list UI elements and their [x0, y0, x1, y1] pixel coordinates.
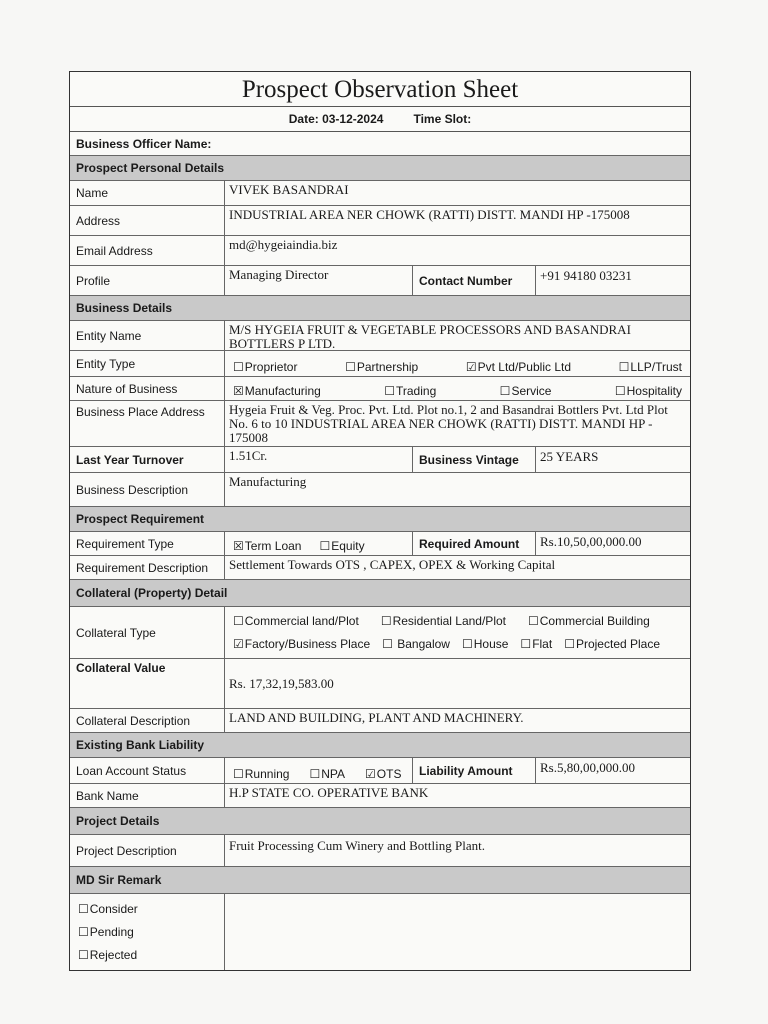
- checkbox-icon: ☐: [564, 637, 575, 652]
- nature-option[interactable]: ☐Service: [499, 384, 552, 398]
- bank-name-label: Bank Name: [70, 784, 225, 807]
- loan-status-options: [225, 758, 412, 783]
- section-requirement: Prospect Requirement: [70, 507, 690, 532]
- checkbox-icon: ☐: [319, 539, 331, 553]
- checkbox-icon: ☐: [380, 613, 392, 628]
- requirement-type-option[interactable]: ☒Term Loan: [233, 539, 302, 553]
- checkbox-checked-icon: ☑: [465, 360, 477, 374]
- requirement-type-label: Requirement Type: [70, 532, 225, 555]
- checkbox-icon: ☐: [233, 360, 244, 374]
- name-label: Name: [70, 181, 225, 205]
- remark-row: [70, 894, 690, 970]
- nature-option[interactable]: ☒Manufacturing: [233, 384, 321, 398]
- section-project: Project Details: [70, 808, 690, 835]
- entity-type-row: [70, 351, 690, 377]
- email-label: Email Address: [70, 236, 225, 265]
- section-personal: Prospect Personal Details: [70, 156, 690, 181]
- entity-name-value[interactable]: M/S HYGEIA FRUIT & VEGETABLE PROCESSORS AND BASANDRAI BOTTLERS P LTD.: [229, 322, 631, 351]
- business-description-label: Business Description: [70, 473, 225, 506]
- collateral-option[interactable]: ☐Flat: [520, 637, 553, 652]
- checkbox-icon: ☐: [520, 637, 532, 652]
- contact-label: Contact Number: [412, 266, 536, 295]
- turnover-row: [70, 447, 690, 473]
- checkbox-checked-icon: ☒: [233, 384, 244, 398]
- requirement-type-row: [70, 532, 690, 556]
- date-label: Date: 03-12-2024: [288, 112, 384, 126]
- checkbox-icon: ☐: [499, 384, 511, 398]
- liability-amount-label: Liability Amount: [412, 758, 536, 783]
- checkbox-icon: ☐: [384, 384, 395, 398]
- vintage-value[interactable]: 25 YEARS: [540, 449, 599, 464]
- email-value[interactable]: md@hygeiaindia.biz: [229, 237, 338, 252]
- checkbox-checked-icon: ☑: [365, 767, 376, 781]
- nature-row: [70, 377, 690, 401]
- time-slot-label: Time Slot:: [413, 112, 472, 126]
- profile-label: Profile: [70, 266, 225, 295]
- turnover-label: Last Year Turnover: [70, 447, 225, 472]
- description-row: [70, 473, 690, 507]
- vintage-label: Business Vintage: [412, 447, 536, 472]
- checkbox-icon: ☐: [309, 767, 321, 781]
- collateral-value-row: [70, 659, 690, 709]
- collateral-type-row: [70, 607, 690, 659]
- project-description-row: [70, 835, 690, 867]
- contact-value[interactable]: +91 94180 03231: [540, 268, 632, 283]
- collateral-option[interactable]: ☐Commercial Building: [528, 613, 650, 628]
- name-row: [70, 181, 690, 206]
- checkbox-icon: ☐: [528, 613, 539, 628]
- turnover-value[interactable]: 1.51Cr.: [229, 448, 268, 463]
- name-value[interactable]: VIVEK BASANDRAI: [229, 182, 349, 197]
- collateral-option[interactable]: ☐House: [461, 637, 509, 652]
- entity-type-options: [225, 351, 690, 376]
- observation-sheet: [69, 71, 691, 971]
- loan-status-option[interactable]: ☑OTS: [365, 767, 402, 781]
- officer-row: [70, 132, 690, 156]
- checkbox-icon: ☐: [614, 384, 626, 398]
- remark-option-pending[interactable]: ☐Pending: [78, 924, 134, 939]
- checkbox-checked-icon: ☒: [233, 539, 244, 553]
- entity-type-label: Entity Type: [70, 351, 225, 376]
- collateral-option[interactable]: ☐Projected Place: [564, 637, 661, 652]
- nature-option[interactable]: ☐Trading: [384, 384, 437, 398]
- checkbox-icon: ☐: [233, 613, 244, 628]
- entity-type-option[interactable]: ☐Partnership: [345, 360, 419, 374]
- entity-name-row: [70, 321, 690, 351]
- collateral-description-row: [70, 709, 690, 733]
- checkbox-icon: ☐: [78, 924, 89, 939]
- required-amount-label: Required Amount: [412, 532, 536, 555]
- collateral-option[interactable]: ☐ Bangalow: [382, 637, 450, 652]
- requirement-description-row: [70, 556, 690, 580]
- liability-amount-value[interactable]: Rs.5,80,00,000.00: [540, 760, 635, 775]
- collateral-value[interactable]: Rs. 17,32,19,583.00: [229, 675, 334, 691]
- place-row: [70, 401, 690, 447]
- section-remark: MD Sir Remark: [70, 867, 690, 894]
- entity-type-option[interactable]: ☑Pvt Ltd/Public Ltd: [465, 360, 571, 374]
- nature-option[interactable]: ☐Hospitality: [614, 384, 682, 398]
- requirement-description-label: Requirement Description: [70, 556, 225, 579]
- checkbox-icon: ☐: [78, 947, 89, 962]
- checkbox-icon: ☐: [78, 902, 89, 917]
- email-row: [70, 236, 690, 266]
- loan-status-row: [70, 758, 690, 784]
- nature-label: Nature of Business: [70, 377, 225, 400]
- address-value[interactable]: INDUSTRIAL AREA NER CHOWK (RATTI) DISTT. MANDI HP -175008: [229, 207, 630, 222]
- collateral-option[interactable]: ☐Commercial land/Plot: [233, 613, 359, 628]
- nature-options: [225, 377, 690, 400]
- checkbox-icon: ☐: [345, 360, 356, 374]
- requirement-description-value[interactable]: Settlement Towards OTS , CAPEX, OPEX & Working Capital: [229, 557, 556, 572]
- loan-status-label: Loan Account Status: [70, 758, 225, 783]
- collateral-type-options: [225, 607, 690, 658]
- date-row: [70, 107, 690, 132]
- bank-name-row: [70, 784, 690, 808]
- remark-option-rejected[interactable]: ☐Rejected: [78, 947, 138, 962]
- collateral-type-label: Collateral Type: [70, 607, 225, 658]
- loan-status-option[interactable]: ☐Running: [233, 767, 290, 781]
- section-liability: Existing Bank Liability: [70, 733, 690, 758]
- profile-value[interactable]: Managing Director: [229, 267, 329, 282]
- requirement-type-options: [225, 532, 412, 555]
- sheet-title: Prospect Observation Sheet: [70, 72, 690, 107]
- entity-name-label: Entity Name: [70, 321, 225, 350]
- address-row: [70, 206, 690, 236]
- place-value[interactable]: Hygeia Fruit & Veg. Proc. Pvt. Ltd. Plot no.1, 2 and Basandrai Bottlers Pvt. Ltd Plot No. 6 to 10 INDUSTRIAL AREA NER CHOWK (RATTI) DISTT. MANDI HP - 175008: [229, 402, 668, 445]
- checkbox-icon: ☐: [233, 767, 244, 781]
- profile-row: [70, 266, 690, 296]
- project-description-label: Project Description: [70, 835, 225, 866]
- place-label: Business Place Address: [70, 401, 225, 446]
- collateral-description-label: Collateral Description: [70, 709, 225, 732]
- remark-option-consider[interactable]: ☐Consider: [78, 902, 138, 917]
- section-collateral: Collateral (Property) Detail: [70, 580, 690, 607]
- remark-options: [70, 894, 225, 970]
- section-business: Business Details: [70, 296, 690, 321]
- collateral-options-row1: [233, 614, 682, 628]
- bank-name-value[interactable]: H.P STATE CO. OPERATIVE BANK: [229, 785, 429, 800]
- collateral-options-row2: [233, 637, 682, 651]
- collateral-option[interactable]: ☑Factory/Business Place: [233, 637, 371, 652]
- loan-status-option[interactable]: ☐NPA: [309, 767, 346, 781]
- entity-type-option[interactable]: ☐Proprietor: [233, 360, 298, 374]
- business-description-value[interactable]: Manufacturing: [229, 474, 307, 489]
- remark-text-area[interactable]: [225, 894, 690, 970]
- collateral-description-value[interactable]: LAND AND BUILDING, PLANT AND MACHINERY.: [229, 710, 524, 725]
- project-description-value[interactable]: Fruit Processing Cum Winery and Bottling Plant.: [229, 838, 485, 853]
- collateral-value-label: Collateral Value: [70, 659, 225, 708]
- address-label: Address: [70, 206, 225, 235]
- officer-label: Business Officer Name:: [76, 136, 212, 151]
- checkbox-checked-icon: ☑: [233, 637, 244, 652]
- checkbox-icon: ☐: [461, 637, 473, 652]
- checkbox-icon: ☐: [618, 360, 630, 374]
- checkbox-icon: ☐: [382, 637, 393, 652]
- collateral-option[interactable]: ☐Residential Land/Plot: [380, 613, 506, 628]
- entity-type-option[interactable]: ☐LLP/Trust: [618, 360, 682, 374]
- requirement-type-option[interactable]: ☐Equity: [319, 539, 365, 553]
- required-amount-value[interactable]: Rs.10,50,00,000.00: [540, 534, 642, 549]
